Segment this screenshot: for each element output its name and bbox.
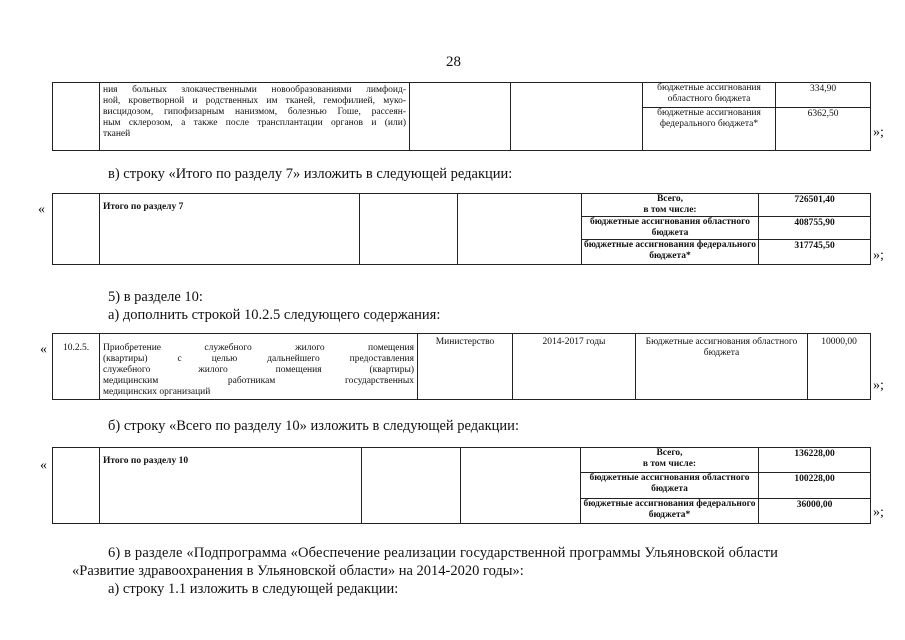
table-total-section10 <box>52 447 871 524</box>
table-cell-value-regional: 10000,00 <box>808 334 871 400</box>
table-cell-num <box>53 448 100 524</box>
table-cell-num <box>53 194 100 265</box>
table-cell-total-label <box>582 194 759 217</box>
opening-quote: « <box>40 342 47 357</box>
table-cell-value-regional: 100228,00 <box>759 473 871 499</box>
table-cell-num <box>53 83 100 151</box>
desc-line: Приобретение служебного жилого помещения <box>103 343 414 353</box>
table-cell-description <box>100 83 410 151</box>
table-row-10-2-5 <box>52 333 871 400</box>
table-cell-finance-regional: бюджетные ассигнования областного бюджета <box>581 473 759 499</box>
table-cell-finance-federal: бюджетные ассигнования федерального бюджета* <box>643 108 776 151</box>
desc-line: ной, кроветворной и родственных им тканей, гемофилией, муко- <box>103 96 406 106</box>
paragraph-v: в) строку «Итого по разделу 7» изложить в следующей редакции: <box>108 166 513 182</box>
table-cell-period: 2014-2017 годы <box>513 334 636 400</box>
paragraph-a: а) дополнить строкой 10.2.5 следующего содержания: <box>108 307 441 323</box>
table-cell-value-regional: 334,90 <box>776 83 871 108</box>
desc-line: тканей <box>103 129 131 139</box>
table-cell-finance-regional: бюджетные ассигнования областного бюджета <box>582 217 759 240</box>
paragraph-b: б) строку «Всего по разделу 10» изложить в следующей редакции: <box>108 418 519 434</box>
table-cell-finance-regional: Бюджетные ассигнования областного бюджета <box>636 334 808 400</box>
closing-quote: »; <box>873 125 884 140</box>
closing-quote: »; <box>873 378 884 393</box>
closing-quote: »; <box>873 248 884 263</box>
table-cell-period <box>511 83 643 151</box>
table-total-section7 <box>52 193 871 265</box>
closing-quote: »; <box>873 505 884 520</box>
table-cell-total-value: 726501,40 <box>759 194 871 217</box>
opening-quote: « <box>38 202 45 217</box>
table-cell-total-label <box>581 448 759 473</box>
opening-quote: « <box>40 458 47 473</box>
table-section7-row-end <box>52 82 871 151</box>
including-label: в том числе: <box>642 459 697 469</box>
including-label: в том числе: <box>643 205 697 215</box>
desc-line: ным склерозом, а также после трансплантации органов и (или) <box>103 118 406 128</box>
desc-line: служебного жилого помещения (квартиры) <box>103 365 414 375</box>
total-label: Всего, <box>656 194 684 204</box>
table-cell-executor <box>360 194 458 265</box>
table-cell-value-federal: 6362,50 <box>776 108 871 151</box>
paragraph-6-line1: 6) в разделе «Подпрограмма «Обеспечение реализации государственной программы Ульяновской области <box>108 545 779 561</box>
table-cell-name: Итого по разделу 7 <box>100 194 360 265</box>
table-cell-finance-federal: бюджетные ассигнования федерального бюджета* <box>582 240 759 265</box>
table-cell-period <box>461 448 581 524</box>
desc-line: медицинским работникам государственных <box>103 376 414 386</box>
table-cell-executor <box>410 83 511 151</box>
table-cell-value-regional: 408755,90 <box>759 217 871 240</box>
table-cell-name: Итого по разделу 10 <box>100 448 362 524</box>
page-number: 28 <box>446 54 461 70</box>
desc-line: (квартиры) с целью дальнейшего предоставления <box>103 354 414 364</box>
table-cell-executor: Министерство <box>418 334 513 400</box>
paragraph-5: 5) в разделе 10: <box>108 289 203 305</box>
paragraph-6-line2: «Развитие здравоохранения в Ульяновской области» на 2014-2020 годы»: <box>72 563 524 579</box>
table-cell-total-value: 136228,00 <box>759 448 871 473</box>
total-label: Всего, <box>656 448 683 458</box>
desc-line: медицинских организаций <box>103 387 211 397</box>
table-cell-finance-federal: бюджетные ассигнования федерального бюджета* <box>581 499 759 524</box>
paragraph-6a: а) строку 1.1 изложить в следующей редакции: <box>108 581 399 597</box>
table-cell-period <box>458 194 582 265</box>
table-cell-finance-regional: бюджетные ассигнования областного бюджета <box>643 83 776 108</box>
table-cell-value-federal: 317745,50 <box>759 240 871 265</box>
table-cell-executor <box>362 448 461 524</box>
table-cell-description <box>100 334 418 400</box>
table-cell-num: 10.2.5. <box>53 334 100 400</box>
desc-line: ния больных злокачественными новообразованиями лимфоид- <box>103 85 406 95</box>
desc-line: висцидозом, гипофизарным нанизмом, болезнью Гоше, рассеян- <box>103 107 406 117</box>
table-cell-value-federal: 36000,00 <box>759 499 871 524</box>
